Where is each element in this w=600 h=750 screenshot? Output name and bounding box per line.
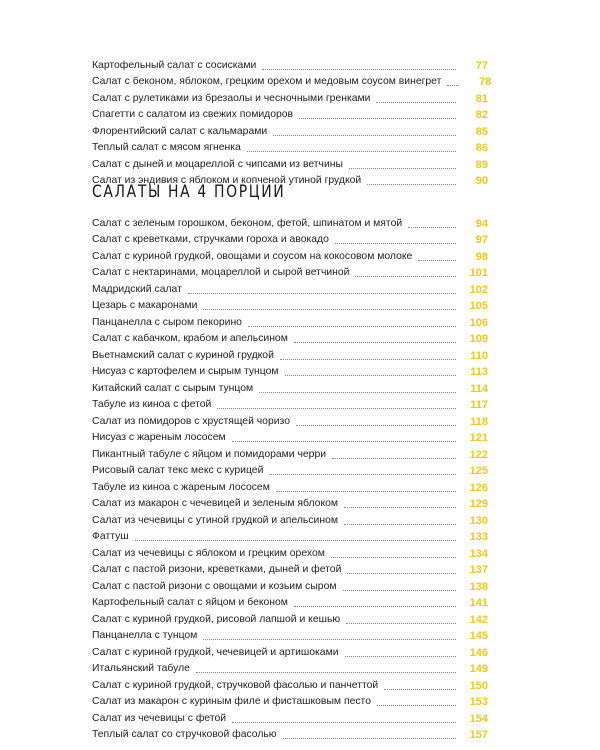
toc-entry-title: Салат с рулетиками из брезаолы и чесночными гренками	[92, 92, 371, 104]
toc-entry-page-number: 122	[469, 448, 488, 461]
leader-dots	[203, 639, 456, 640]
toc-entry[interactable]	[92, 478, 488, 495]
toc-entry-page-number: 89	[475, 158, 488, 171]
toc-entry-page-number: 78	[479, 76, 492, 88]
toc-entry-page-number: 85	[475, 125, 488, 138]
toc-entry[interactable]	[92, 73, 492, 90]
leader-dots	[376, 102, 456, 103]
leader-dots	[259, 392, 456, 393]
toc-entry-title: Салат из эндивия с яблоком и копченой утиной грудкой	[92, 175, 362, 186]
toc-entry[interactable]	[92, 363, 488, 380]
toc-entry-title: Табуле из киноа с фетой	[92, 399, 212, 410]
leader-dots	[367, 184, 456, 185]
toc-entry-page-number: 90	[475, 175, 488, 187]
leader-dots	[269, 474, 456, 475]
toc-entry-title: Панцанелла с сыром пекорино	[92, 316, 242, 328]
leader-dots	[408, 227, 456, 228]
toc-entry-page-number: 129	[469, 498, 488, 510]
leader-dots	[232, 722, 456, 723]
toc-entry-title: Цезарь с макаронами	[92, 300, 198, 311]
toc-entry-page-number: 102	[469, 283, 488, 296]
toc-entry[interactable]	[92, 379, 488, 396]
toc-entry-title: Нисуаз с картофелем и сырым тунцом	[92, 366, 279, 377]
section-heading: САЛАТЫ НА 4 ПОРЦИИ	[92, 182, 286, 202]
toc-entry-title: Салат с дыней и моцареллой с чипсами из ветчины	[92, 158, 343, 170]
toc-entry[interactable]	[92, 264, 488, 281]
leader-dots	[355, 276, 456, 277]
toc-entry[interactable]	[92, 155, 488, 172]
toc-entry-title: Вьетнамский салат с куриной грудкой	[92, 349, 274, 361]
toc-entry-page-number: 126	[469, 481, 488, 494]
toc-entry-page-number: 137	[469, 564, 488, 576]
toc-entry-title: Салат с нектаринами, моцареллой и сырой ветчиной	[92, 267, 350, 278]
toc-entry[interactable]	[92, 709, 488, 726]
toc-entry-title: Теплый салат с мясом ягненка	[92, 142, 241, 153]
toc-entry[interactable]	[92, 676, 488, 693]
toc-entry-page-number: 106	[469, 316, 488, 329]
toc-entry-page-number: 105	[469, 300, 488, 312]
toc-entry-page-number: 142	[469, 613, 488, 626]
toc-entry-page-number: 157	[469, 729, 488, 741]
toc-list-top	[92, 56, 492, 188]
toc-entry[interactable]	[92, 280, 488, 297]
toc-entry-page-number: 121	[469, 432, 488, 444]
toc-entry[interactable]	[92, 313, 488, 330]
leader-dots	[294, 606, 456, 607]
leader-dots	[248, 326, 456, 327]
leader-dots	[273, 135, 456, 136]
toc-entry[interactable]	[92, 495, 488, 512]
leader-dots	[447, 85, 459, 86]
leader-dots	[331, 557, 456, 558]
leader-dots	[377, 705, 456, 706]
leader-dots	[294, 342, 456, 343]
toc-entry[interactable]	[92, 297, 488, 314]
toc-entry-page-number: 114	[470, 382, 488, 395]
toc-entry-title: Салат с зеленым горошком, беконом, фетой, шпинатом и мятой	[92, 217, 403, 229]
toc-entry-title: Салат из чечевицы с фетой	[92, 712, 227, 724]
toc-entry-title: Картофельный салат с сосисками	[92, 59, 257, 71]
toc-entry[interactable]	[92, 726, 488, 743]
toc-entry-page-number: 77	[475, 59, 488, 72]
toc-entry[interactable]	[92, 511, 488, 528]
toc-entry-page-number: 141	[469, 597, 488, 609]
toc-entry-page-number: 149	[469, 663, 488, 675]
toc-entry[interactable]	[92, 122, 488, 139]
leader-dots	[346, 623, 456, 624]
toc-entry-page-number: 153	[469, 696, 488, 708]
leader-dots	[285, 375, 456, 376]
toc-entry-page-number: 81	[475, 92, 488, 105]
toc-entry-title: Картофельный салат с яйцом и беконом	[92, 597, 288, 608]
leader-dots	[280, 359, 456, 360]
toc-entry-page-number: 150	[469, 679, 488, 692]
toc-entry[interactable]	[92, 412, 488, 429]
toc-entry-title: Салат из макарон с куриным филе и фисташковым песто	[92, 696, 371, 707]
toc-entry-page-number: 113	[470, 366, 488, 378]
toc-entry-page-number: 134	[469, 547, 488, 560]
toc-entry[interactable]	[92, 330, 488, 347]
toc-entry-title: Пикантный табуле с яйцом и помидорами черри	[92, 448, 327, 460]
toc-entry-title: Салат с куриной грудкой, рисовой лапшой и кешью	[92, 613, 341, 625]
toc-entry-page-number: 109	[469, 333, 488, 345]
leader-dots	[344, 524, 456, 525]
leader-dots	[203, 309, 456, 310]
toc-entry[interactable]	[92, 445, 488, 462]
toc-entry-title: Салат с куриной грудкой, стручковой фасолью и панчеттой	[92, 679, 379, 691]
toc-entry-title: Теплый салат со стручковой фасолью	[92, 729, 277, 740]
toc-entry[interactable]	[92, 231, 488, 248]
toc-entry[interactable]	[92, 643, 488, 660]
toc-entry-title: Итальянский табуле	[92, 663, 190, 674]
leader-dots	[188, 293, 456, 294]
toc-entry-page-number: 101	[469, 267, 488, 279]
toc-entry[interactable]	[92, 544, 488, 561]
toc-entry[interactable]	[92, 89, 488, 106]
toc-entry-page-number: 125	[469, 465, 488, 477]
toc-entry-title: Нисуаз с жареным лососем	[92, 432, 226, 443]
toc-entry[interactable]	[92, 247, 488, 264]
leader-dots	[345, 656, 456, 657]
leader-dots	[135, 540, 456, 541]
toc-entry-title: Салат из макарон с чечевицей и зеленым яблоком	[92, 498, 339, 509]
toc-entry-title: Салат из помидоров с хрустящей чоризо	[92, 415, 290, 427]
toc-entry[interactable]	[92, 610, 488, 627]
toc-entry-title: Спагетти с салатом из свежих помидоров	[92, 109, 294, 120]
leader-dots	[217, 408, 456, 409]
toc-entry[interactable]	[92, 56, 488, 73]
toc-entry-page-number: 98	[475, 250, 488, 263]
leader-dots	[384, 689, 456, 690]
toc-entry-page-number: 133	[469, 531, 488, 543]
toc-entry[interactable]	[92, 429, 488, 446]
toc-entry-page-number: 145	[469, 630, 488, 642]
toc-entry[interactable]	[92, 594, 488, 611]
leader-dots	[299, 118, 456, 119]
toc-entry-title: Салат с пастой ризони, креветками, дыней и фетой	[92, 564, 342, 575]
toc-entry[interactable]	[92, 462, 488, 479]
leader-dots	[276, 491, 456, 492]
leader-dots	[335, 243, 456, 244]
toc-entry-title: Салат с куриной грудкой, овощами и соусом на кокосовом молоке	[92, 250, 413, 262]
toc-entry[interactable]	[92, 693, 488, 710]
toc-entry-page-number: 94	[475, 217, 488, 230]
toc-entry-title: Табуле из киноа с жареным лососем	[92, 481, 270, 493]
toc-entry-page-number: 86	[475, 142, 488, 154]
toc-entry-title: Мадридский салат	[92, 283, 182, 295]
toc-entry-title: Фаттуш	[92, 531, 129, 542]
leader-dots	[344, 507, 456, 508]
toc-entry-page-number: 82	[475, 109, 488, 121]
leader-dots	[347, 573, 456, 574]
toc-entry[interactable]	[92, 346, 488, 363]
leader-dots	[296, 425, 456, 426]
toc-entry-title: Салат с беконом, яблоком, грецким орехом и медовым соусом винегрет	[92, 76, 442, 87]
toc-entry-title: Салат с куриной грудкой, чечевицей и артишоками	[92, 646, 339, 658]
toc-entry[interactable]	[92, 528, 488, 545]
toc-entry[interactable]	[92, 139, 488, 156]
toc-entry-page-number: 130	[469, 514, 488, 527]
leader-dots	[283, 738, 456, 739]
toc-entry-title: Салат с кабачком, крабом и апельсином	[92, 333, 288, 344]
toc-entry-title: Панцанелла с тунцом	[92, 630, 198, 641]
toc-list-section	[92, 214, 488, 742]
toc-entry[interactable]	[92, 396, 488, 413]
toc-entry[interactable]	[92, 106, 488, 123]
toc-entry-title: Салат из чечевицы с утиной грудкой и апельсином	[92, 514, 338, 526]
leader-dots	[196, 672, 456, 673]
toc-entry-page-number: 97	[475, 234, 488, 246]
toc-entry[interactable]	[92, 627, 488, 644]
leader-dots	[349, 168, 456, 169]
toc-entry[interactable]	[92, 214, 488, 231]
toc-entry[interactable]	[92, 561, 488, 578]
toc-entry-page-number: 117	[470, 399, 488, 411]
leader-dots	[262, 69, 456, 70]
toc-entry-page-number: 154	[469, 712, 488, 725]
leader-dots	[343, 590, 457, 591]
toc-entry[interactable]	[92, 660, 488, 677]
toc-entry-page-number: 138	[469, 580, 488, 593]
toc-entry-title: Флорентийский салат с кальмарами	[92, 125, 268, 137]
leader-dots	[418, 260, 456, 261]
leader-dots	[247, 151, 456, 152]
toc-entry-page-number: 146	[469, 646, 488, 659]
toc-entry-title: Китайский салат с сырым тунцом	[92, 382, 254, 394]
leader-dots	[332, 458, 456, 459]
toc-entry-title: Салат из чечевицы с яблоком и грецким орехом	[92, 547, 325, 559]
toc-entry-title: Рисовый салат текс мекс с курицей	[92, 465, 264, 476]
leader-dots	[232, 441, 456, 442]
toc-entry-title: Салат с пастой ризони с овощами и козьим сыром	[92, 580, 337, 592]
toc-entry-title: Салат с креветками, стручками гороха и авокадо	[92, 234, 329, 245]
toc-entry-page-number: 110	[470, 349, 488, 362]
toc-entry-page-number: 118	[470, 415, 488, 428]
toc-entry[interactable]	[92, 577, 488, 594]
